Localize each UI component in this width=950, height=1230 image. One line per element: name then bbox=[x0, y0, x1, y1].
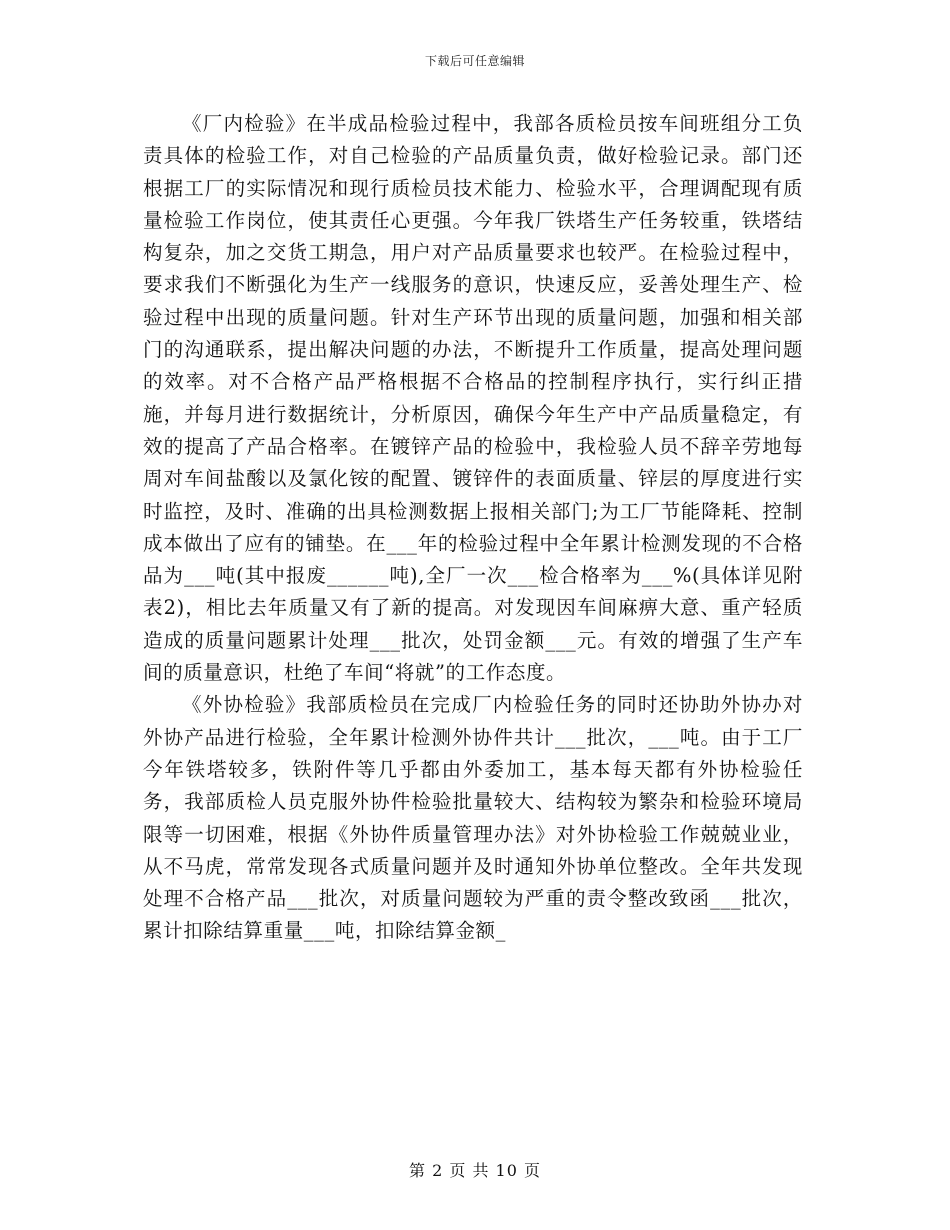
paragraph-outsourcing-inspection: 《外协检验》我部质检员在完成厂内检验任务的同时还协助外协办对外协产品进行检验，全年累计检测外协件共计___批次，___吨。由于工厂今年铁塔较多，铁附件等几乎都由外委加工，基本每天都有外协检验任务，我部质检人员克服外协件检验批量较大、结构较为繁杂和检验环境局限等一切困难，根据《外协件质量管理办法》对外协检验工作兢兢业业，从不马虎，常常发现各式质量问题并及时通知外协单位整改。全年共发现处理不合格产品___批次，对质量问题较为严重的责令整改致函___批次，累计扣除结算重量___吨，扣除结算金额_ bbox=[143, 693, 803, 943]
page-header-note: 下载后可任意编辑 bbox=[424, 54, 525, 68]
document-body bbox=[143, 108, 803, 948]
paragraph-factory-inspection: 《厂内检验》在半成品检验过程中，我部各质检员按车间班组分工负责具体的检验工作，对自己检验的产品质量负责，做好检验记录。部门还根据工厂的实际情况和现行质检员技术能力、检验水平，合理调配现有质量检验工作岗位，使其责任心更强。今年我厂铁塔生产任务较重，铁塔结构复杂，加之交货工期急，用户对产品质量要求也较严。在检验过程中，要求我们不断强化为生产一线服务的意识，快速反应，妥善处理生产、检验过程中出现的质量问题。针对生产环节出现的质量问题，加强和相关部门的沟通联系，提出解决问题的办法，不断提升工作质量，提高处理问题的效率。对不合格产品严格根据不合格品的控制程序执行，实行纠正措施，并每月进行数据统计，分析原因，确保今年生产中产品质量稳定，有效的提高了产品合格率。在镀锌产品的检验中，我检验人员不辞辛劳地每周对车间盐酸以及氯化铵的配置、镀锌件的表面质量、锌层的厚度进行实时监控，及时、准确的出具检测数据上报相关部门;为工厂节能降耗、控制成本做出了应有的铺垫。在___年的检验过程中全年累计检测发现的不合格品为___吨(其中报废______吨),全厂一次___检合格率为___%(具体详见附表2)，相比去年质量又有了新的提高。对发现因车间麻痹大意、重产轻质造成的质量问题累计处理___批次，处罚金额___元。有效的增强了生产车间的质量意识，杜绝了车间“将就”的工作态度。 bbox=[143, 112, 803, 685]
page-indicator: 第 2 页 共 10 页 bbox=[409, 1161, 541, 1180]
